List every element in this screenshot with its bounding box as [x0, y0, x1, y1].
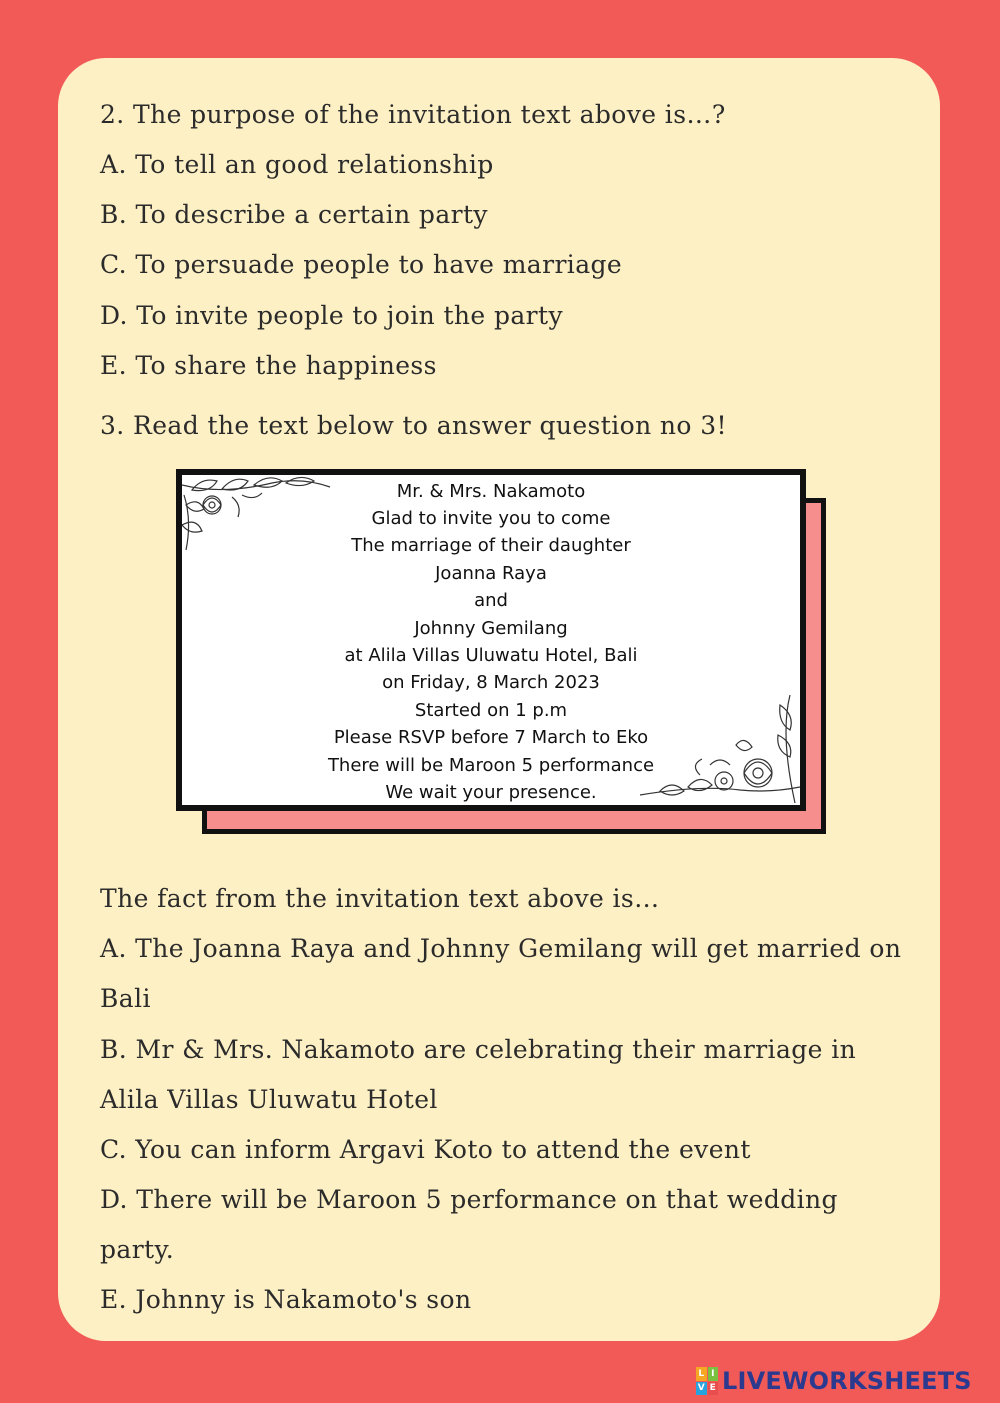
invitation-line-bride: Joanna Raya [435, 563, 547, 584]
question-3-option-d: D. There will be Maroon 5 performance on that wedding [100, 1185, 838, 1214]
invitation-line-and: and [474, 590, 508, 611]
liveworksheets-logo-icon: L I V E [696, 1367, 718, 1395]
question-2-option-b: B. To describe a certain party [100, 200, 488, 229]
invitation-line-performance: There will be Maroon 5 performance [327, 755, 655, 776]
question-3-option-e: E. Johnny is Nakamoto's son [100, 1285, 472, 1314]
invitation-card [176, 469, 806, 811]
invitation-line-hosts: Mr. & Mrs. Nakamoto [396, 481, 586, 502]
question-2-option-e: E. To share the happiness [100, 351, 437, 380]
question-3-option-b: B. Mr & Mrs. Nakamoto are celebrating their marriage in [100, 1035, 857, 1064]
invitation-line-closing: We wait your presence. [385, 782, 597, 803]
question-2-option-d: D. To invite people to join the party [100, 301, 563, 330]
question-2-prompt: 2. The purpose of the invitation text above is…? [100, 100, 726, 129]
invitation-line-venue: at Alila Villas Uluwatu Hotel, Bali [344, 645, 638, 666]
invitation-line-time: Started on 1 p.m [414, 700, 568, 721]
invitation-line-date: on Friday, 8 March 2023 [382, 672, 600, 693]
liveworksheets-logo[interactable] [696, 1366, 972, 1396]
question-2-option-a: A. To tell an good relationship [100, 150, 494, 179]
question-3-option-b-continued: Alila Villas Uluwatu Hotel [100, 1085, 438, 1114]
invitation-line-occasion: The marriage of their daughter [351, 535, 631, 556]
question-3-prompt: The fact from the invitation text above is… [100, 884, 660, 913]
invitation-line-rsvp: Please RSVP before 7 March to Eko [333, 727, 649, 748]
invitation-line-groom: Johnny Gemilang [414, 618, 568, 639]
question-3-option-a: A. The Joanna Raya and Johnny Gemilang will get married on [100, 934, 902, 963]
question-2-option-c: C. To persuade people to have marriage [100, 250, 623, 279]
question-3-option-a-continued: Bali [100, 984, 151, 1013]
question-3-option-c: C. You can inform Argavi Koto to attend the event [100, 1135, 751, 1164]
invitation-line-greeting: Glad to invite you to come [371, 508, 611, 529]
liveworksheets-logo-text: LIVEWORKSHEETS [722, 1367, 972, 1395]
question-3-instruction: 3. Read the text below to answer question no 3! [100, 411, 727, 440]
question-3-option-d-continued: party. [100, 1235, 175, 1264]
